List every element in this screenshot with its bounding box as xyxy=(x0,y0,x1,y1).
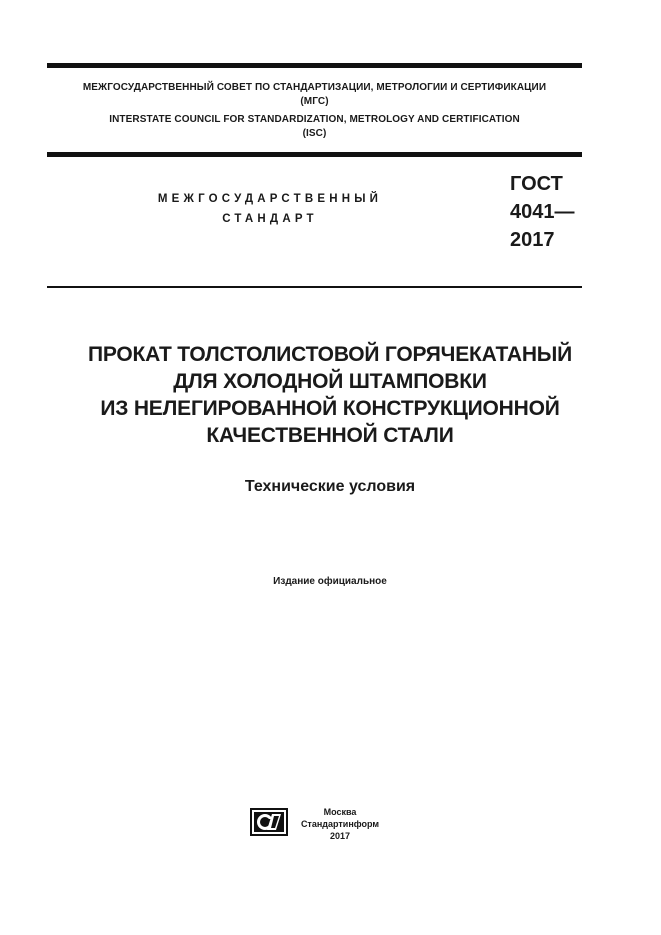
header-rule xyxy=(47,152,582,157)
council-ru-abbr: (МГС) xyxy=(300,96,329,107)
title-line-1: ПРОКАТ ТОЛСТОЛИСТОВОЙ ГОРЯЧЕКАТАНЫЙ xyxy=(87,343,573,366)
publisher-block xyxy=(300,806,380,842)
top-rule xyxy=(47,63,582,68)
standard-rule xyxy=(47,286,582,288)
gost-code-prefix: ГОСТ xyxy=(510,173,563,195)
title-line-3: ИЗ НЕЛЕГИРОВАННОЙ КОНСТРУКЦИОННОЙ xyxy=(100,397,560,420)
edition-label: Издание официальное xyxy=(273,576,387,587)
council-ru: МЕЖГОСУДАРСТВЕННЫЙ СОВЕТ ПО СТАНДАРТИЗАЦИИ, МЕТРОЛОГИИ И СЕРТИФИКАЦИИ xyxy=(82,82,547,93)
gost-code-number: 4041— xyxy=(510,201,575,223)
title-line-4: КАЧЕСТВЕННОЙ СТАЛИ xyxy=(206,424,454,447)
title-line-2: ДЛЯ ХОЛОДНОЙ ШТАМПОВКИ xyxy=(173,370,487,393)
document-title xyxy=(40,341,620,449)
publisher-year: 2017 xyxy=(329,831,351,841)
document-subtitle: Технические условия xyxy=(244,478,416,495)
standard-label-line2: СТАНДАРТ xyxy=(222,213,318,225)
council-en: INTERSTATE COUNCIL FOR STANDARDIZATION, METROLOGY AND CERTIFICATION xyxy=(109,114,520,125)
gost-code xyxy=(510,170,575,254)
publisher-name: Стандартинформ xyxy=(300,819,380,829)
gost-code-year: 2017 xyxy=(510,229,555,251)
council-en-abbr: (ISC) xyxy=(302,128,327,139)
standard-label-line1: МЕЖГОСУДАРСТВЕННЫЙ xyxy=(157,193,383,205)
standartinform-logo-icon xyxy=(250,808,288,836)
publisher-city: Москва xyxy=(323,807,357,817)
